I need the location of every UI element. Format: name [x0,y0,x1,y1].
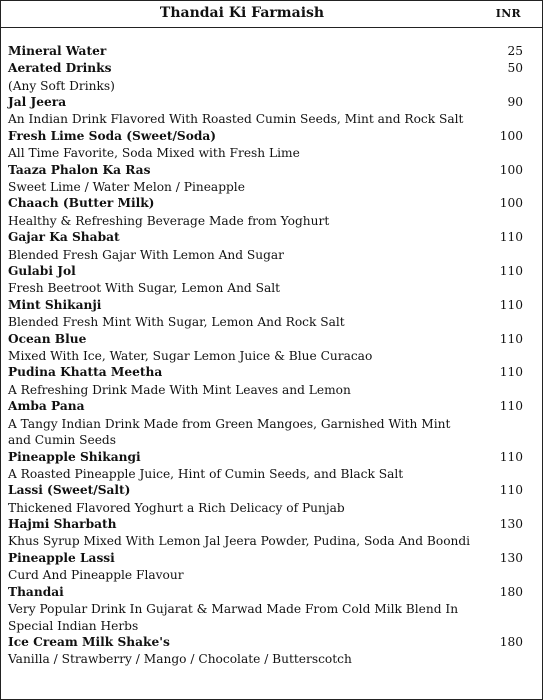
menu-item-name: Gajar Ka Shabat [8,230,120,245]
menu-item-price: 50 [507,61,523,76]
menu-list [8,43,523,668]
menu-item-description: Blended Fresh Mint With Sugar, Lemon And Rock Salt [8,315,345,330]
menu-item-row [8,398,523,415]
menu-item [8,195,523,229]
menu-item-name: Mint Shikanji [8,297,102,312]
menu-item-description: A Tangy Indian Drink Made from Green Mangoes, Garnished With Mint and Cumin Seeds [8,416,451,448]
menu-item-price: 100 [499,196,523,211]
menu-item-price: 180 [499,584,523,599]
menu-item [8,297,523,331]
menu-item-price: 110 [499,297,523,312]
menu-item [8,634,523,668]
menu-item [8,516,523,550]
menu-header [1,1,543,27]
menu-item [8,229,523,263]
menu-item-name: Mineral Water [8,44,107,58]
menu-item-description: Mixed With Ice, Water, Sugar Lemon Juice & Blue Curacao [8,348,373,363]
menu-item-description: Blended Fresh Gajar With Lemon And Sugar [8,247,284,262]
menu-item-description: Curd And Pineapple Flavour [8,568,184,583]
menu-item-name: Lassi (Sweet/Salt) [8,483,131,498]
menu-item-description: Khus Syrup Mixed With Lemon Jal Jeera Powder, Pudina, Soda And Boondi [8,534,471,549]
menu-item-price: 110 [499,399,523,414]
menu-item-price: 110 [499,365,523,380]
menu-item-description: Very Popular Drink In Gujarat & Marwad Made From Cold Milk Blend In Special Indian Herbs [8,602,459,633]
menu-item-description: A Refreshing Drink Made With Mint Leaves and Lemon [8,382,351,397]
menu-item-row [8,584,523,601]
menu-item-name: Amba Pana [8,399,85,414]
menu-item-description: An Indian Drink Flavored With Roasted Cumin Seeds, Mint and Rock Salt [8,112,464,127]
menu-item-description: A Roasted Pineapple Juice, Hint of Cumin Seeds, and Black Salt [8,466,404,481]
menu-item-row [8,195,523,212]
menu-item [8,364,523,398]
menu-item-price: 130 [499,550,523,565]
menu-item-name: Chaach (Butter Milk) [8,196,155,211]
menu-item-name: Taaza Phalon Ka Ras [8,162,151,177]
menu-item-name: Pineapple Lassi [8,550,115,565]
menu-item-name: Pineapple Shikangi [8,449,141,464]
menu-item-price: 100 [499,162,523,177]
menu-item-price: 180 [499,635,523,650]
menu-item-description: All Time Favorite, Soda Mixed with Fresh Lime [8,146,300,161]
menu-item-price: 110 [499,331,523,346]
menu-item [8,584,523,634]
menu-item-row [8,516,523,533]
menu-item-row [8,229,523,246]
menu-item-name: Aerated Drinks [8,61,112,76]
menu-item-price: 110 [499,264,523,279]
menu-item-name: Pudina Khatta Meetha [8,365,163,380]
page-title: Thandai Ki Farmaish [159,5,325,21]
menu-item-price: 90 [507,95,523,110]
menu-item-row [8,162,523,179]
menu-item-row [8,263,523,280]
menu-item-price: 110 [499,449,523,464]
menu-item-name: Ice Cream Milk Shake's [8,635,170,650]
menu-item [8,128,523,162]
menu-item [8,60,523,94]
menu-item-price: 25 [507,44,523,58]
menu-item-description: Fresh Beetroot With Sugar, Lemon And Salt [8,281,281,296]
menu-item-price: 130 [499,517,523,532]
menu-item-price: 110 [499,230,523,245]
menu-item-row [8,331,523,348]
menu-item-description: Sweet Lime / Water Melon / Pineapple [8,179,245,194]
menu-item [8,398,523,448]
menu-item-description: Thickened Flavored Yoghurt a Rich Delicacy of Punjab [8,500,345,515]
currency-label: INR [495,7,521,20]
menu-item [8,263,523,297]
menu-item-description: Vanilla / Strawberry / Mango / Chocolate / Butterscotch [8,652,352,667]
menu-item-row [8,297,523,314]
menu-item-description: Healthy & Refreshing Beverage Made from Yoghurt [8,213,330,228]
menu-item-row [8,94,523,111]
menu-item-price: 100 [499,128,523,143]
menu-item-name: Gulabi Jol [8,264,76,279]
menu-item-row [8,364,523,381]
menu-item-description: (Any Soft Drinks) [8,78,115,93]
menu-item-row [8,449,523,466]
menu-item [8,331,523,365]
menu-item-name: Ocean Blue [8,331,87,346]
menu-item [8,449,523,483]
menu-item-name: Hajmi Sharbath [8,517,117,532]
menu-item [8,94,523,128]
header-divider [1,27,543,28]
menu-item-name: Jal Jeera [8,95,67,110]
menu-item [8,482,523,516]
menu-item-row [8,550,523,567]
menu-item-row [8,128,523,145]
menu-item-price: 110 [499,483,523,498]
menu-item [8,43,523,60]
menu-item [8,550,523,584]
menu-item-row [8,634,523,651]
menu-item-row [8,482,523,499]
menu-item-row [8,60,523,77]
menu-item-name: Thandai [8,584,64,599]
menu-item [8,162,523,196]
menu-item-row [8,43,523,60]
menu-item-name: Fresh Lime Soda (Sweet/Soda) [8,128,217,143]
